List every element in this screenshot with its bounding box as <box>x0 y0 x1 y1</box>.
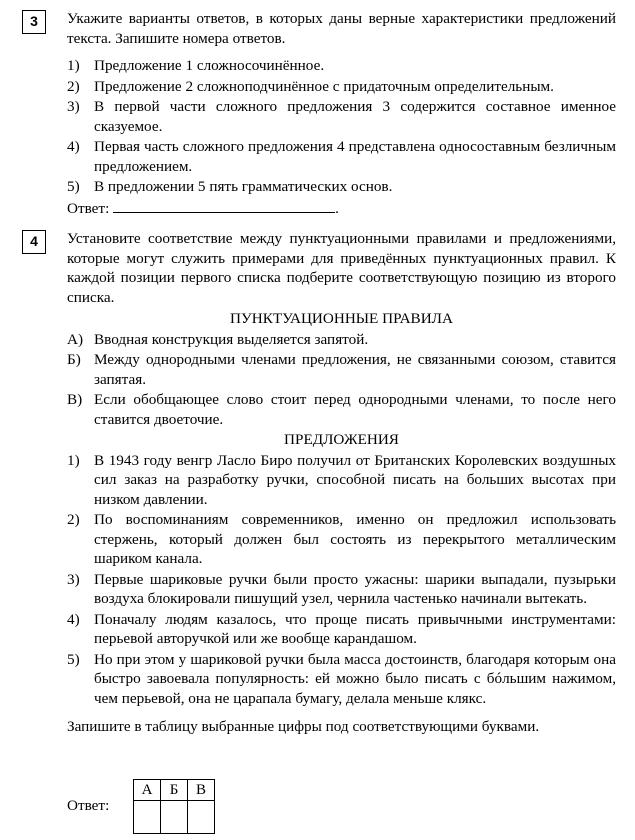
rule: Б) Между однородными членами предложения, не связанными союзом, ставится запятая. <box>67 351 616 388</box>
answer-header: В <box>188 780 215 801</box>
answer-field[interactable] <box>113 198 335 213</box>
sentence: 5) Но при этом у шариковой ручки была масса достоинств, благодаря которым она быстро завоевала популярность: ей можно было писать с бóльшим нажимом, чем перьевой, она не царапала бумагу, делала меньше клякс. <box>67 650 616 707</box>
answer-label: Ответ: <box>67 797 110 814</box>
sentence: 3) Первые шариковые ручки были просто ужасны: шарики выпадали, пузырьки воздуха блокировали пишущий узел, чернила частенько начинали вытекать. <box>67 570 616 607</box>
answer-cell[interactable] <box>161 801 188 834</box>
rule: А) Вводная конструкция выделяется запятой. <box>67 330 369 348</box>
answer-cell[interactable] <box>134 801 161 834</box>
task-body <box>67 229 616 737</box>
sentence: 2) По воспоминаниям современников, именно он предложил использовать стержень, который должен был состоять из перекрытого металлическим шариком канала. <box>67 511 616 567</box>
rule: В) Если обобщающее слово стоит перед однородными членами, то после него ставится двоеточие. <box>67 391 616 428</box>
option: 5) В предложении 5 пять грамматических основ. <box>67 178 393 195</box>
task-question: Укажите варианты ответов, в которых даны верные характеристики предложений текста. Запишите номера ответов. <box>67 10 616 47</box>
answer-label: Ответ: <box>67 199 110 217</box>
answer-row: Ответ: . <box>67 199 339 217</box>
task-question: Установите соответствие между пунктуационными правилами и предложениями, которые могут служить примерами для приведённых пунктуационных правил. К каждой позиции первого списка подберите соответствующую позицию из второго списка. <box>67 230 616 306</box>
rules-heading: ПУНКТУАЦИОННЫЕ ПРАВИЛА <box>230 310 453 327</box>
answer-header: А <box>134 780 161 801</box>
sentence: 4) Поначалу людям казалось, что проще писать привычными инструментами: перьевой авторучкой или же вообще карандашом. <box>67 610 616 647</box>
answer-table <box>133 779 215 834</box>
option: 4) Первая часть сложного предложения 4 представлена односоставным безличным предложением. <box>67 138 616 175</box>
answer-header: Б <box>161 780 188 801</box>
task-number-badge: 4 <box>22 230 46 254</box>
option: 1) Предложение 1 сложносочинённое. <box>67 57 325 74</box>
task-number-badge: 3 <box>22 10 46 34</box>
option: 2) Предложение 2 сложноподчинённое с придаточным определительным. <box>67 77 554 95</box>
sentence: 1) В 1943 году венгр Ласло Биро получил от Британских Королевских воздушных сил заказ на разработку ручки, способной писать на больших высотах при низком давлении. <box>67 451 616 508</box>
sentences-heading: ПРЕДЛОЖЕНИЯ <box>284 431 399 448</box>
option: 3) В первой части сложного предложения 3 содержится составное именное сказуемое. <box>67 98 616 135</box>
instruction: Запишите в таблицу выбранные цифры под соответствующими буквами. <box>67 718 540 735</box>
answer-cell[interactable] <box>188 801 215 834</box>
task-body <box>67 9 616 218</box>
